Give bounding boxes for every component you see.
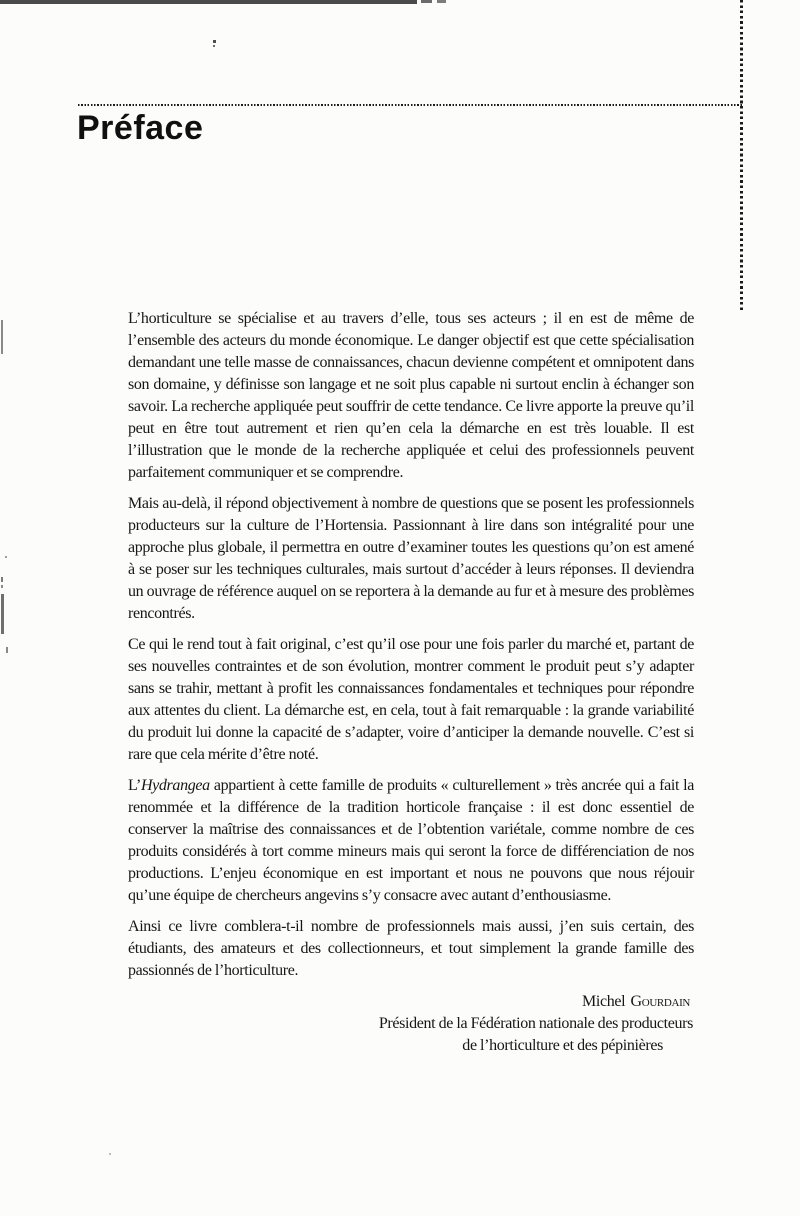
signature-first-name: Michel: [582, 993, 626, 1010]
paragraph-5: Ainsi ce livre comblera-t-il nombre de professionnels mais aussi, j’en suis certain, des étudiants, des amateurs et des collectionneurs, et tout simplement la grande famille des passionnés de l’horticulture.: [128, 918, 694, 979]
signature-role-line2: de l’horticulture et des pépinières: [462, 1037, 663, 1054]
scan-artifact: [1, 577, 3, 582]
paragraph-4-rest: appartient à cette famille de produits « culturellement » très ancrée qui a fait la renommée et la différence de la tradition horticole française : il est donc essentiel de conserver la maîtrise des connaissances et de l’obtention variétale, comme nombre de ces produits considérés à tort comme mineurs mais qui seront la force de différenciation de nos productions. L’enjeu économique en est important et nous ne pouvons que nous réjouir qu’une équipe de chercheurs angevins s’y consacre avec autant d’enthousiasme.: [128, 777, 694, 904]
scan-artifact: [213, 40, 216, 43]
signature-role-line1: Président de la Fédération nationale des producteurs: [378, 1015, 693, 1032]
dotted-rule-horizontal: [78, 104, 742, 106]
signature-block: [128, 991, 694, 1057]
paragraph-1: L’horticulture se spécialise et au travers d’elle, tous ses acteurs ; il en est de même de l’ensemble des acteurs du monde économique. Le danger objectif est que cette spécialisation demandant une telle masse de connaissances, chacun devienne compétent et omnipotent dans son domaine, y définisse son langage et ne soit plus capable ni surtout enclin à échanger son savoir. La recherche appliquée peut souffrir de cette tendance. Ce livre apporte la preuve qu’il peut en être tout autrement et rien qu’en cela la démarche en est très louable. Il est l’illustration que le monde de la recherche appliquée et celui des professionnels peuvent parfaitement communiquer et se comprendre.: [128, 310, 694, 481]
paragraph-2: Mais au-delà, il répond objectivement à nombre de questions que se posent les professionnels producteurs sur la culture de l’Hortensia. Passionnant à lire dans son intégralité pour une approche plus globale, il permettra en outre d’examiner toutes les questions qu’on est amené à se poser sur les techniques culturales, mais surtout d’accéder à leurs réponses. Il deviendra un ouvrage de référence auquel on se reportera à la demande au fur et à mesure des problèmes rencontrés.: [128, 495, 694, 622]
paragraph-4-italic-term: Hydrangea: [140, 777, 210, 794]
signature-name: [128, 991, 694, 1013]
scan-artifact: [1, 585, 3, 588]
paragraph-4: [128, 775, 694, 907]
paragraph-3: Ce qui le rend tout à fait original, c’est qu’il ose pour une fois parler du marché et, partant de ses nouvelles contraintes et de son évolution, montrer comment le produit peut s’y adapter sans se trahir, mettant à profit les connaissances fondamentales et techniques pour répondre aux attentes du client. La démarche est, en cela, tout à fait remarquable : la grande variabilité du produit lui donne la capacité de s’adapter, voire d’anticiper la demande nouvelle. C’est si rare que cela mérite d’être noté.: [128, 636, 694, 763]
dotted-rule-vertical: [740, 0, 743, 311]
scan-artifact: [1, 594, 4, 634]
scan-edge-dash: [421, 0, 432, 3]
preface-text: [128, 308, 694, 1057]
scan-artifact: [109, 1153, 111, 1155]
scan-edge-dash: [437, 0, 446, 3]
scan-artifact: [5, 556, 7, 558]
paragraph-4-prefix: L’: [128, 777, 141, 794]
page-title: Préface: [77, 109, 204, 147]
signature-last-name: Gourdain: [630, 993, 690, 1010]
scan-edge-bar: [0, 0, 417, 4]
scan-artifact: [1, 320, 3, 354]
scan-artifact: [213, 45, 215, 47]
scan-artifact: [6, 647, 8, 653]
